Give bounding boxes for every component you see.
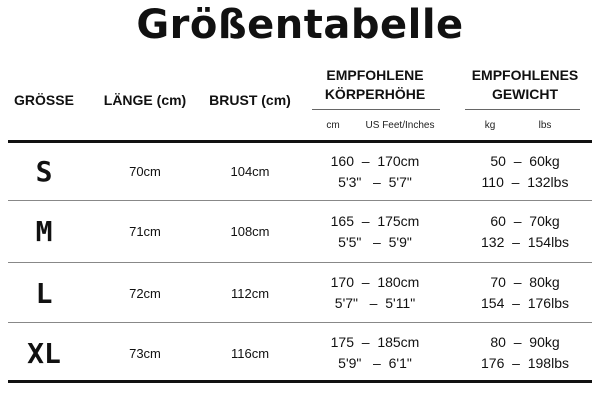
height-cm-range: 175 – 185cm — [330, 334, 420, 350]
row-divider — [8, 262, 592, 263]
height-ft-range: 5'3" – 5'7" — [338, 174, 412, 190]
size-label: L — [35, 277, 53, 310]
size-label: M — [35, 215, 53, 248]
height-ft-range: 5'9" – 6'1" — [338, 355, 412, 371]
height-cm-range: 165 – 175cm — [330, 213, 420, 229]
length-value: 72cm — [129, 286, 161, 301]
subheader-weight-kg: kg — [484, 120, 496, 131]
chest-value: 108cm — [230, 224, 270, 239]
subheader-height-cm: cm — [326, 120, 340, 131]
chest-value: 112cm — [230, 286, 270, 301]
header-length: LÄNGE (cm) — [103, 92, 187, 108]
subheader-weight-lbs: lbs — [538, 120, 552, 131]
weight-lbs-range: 110 – 132lbs — [481, 174, 569, 190]
length-value: 70cm — [129, 164, 161, 179]
weight-kg-range: 70 – 80kg — [490, 274, 560, 290]
subheader-height-ft: US Feet/Inches — [365, 120, 435, 131]
header-weight-line1: EMPFOHLENES — [471, 67, 579, 83]
height-cm-range: 170 – 180cm — [330, 274, 420, 290]
weight-kg-range: 80 – 90kg — [490, 334, 560, 350]
height-cm-range: 160 – 170cm — [330, 153, 420, 169]
header-weight-line2: GEWICHT — [491, 86, 559, 102]
header-size: GRÖSSE — [14, 92, 74, 108]
chest-value: 116cm — [230, 346, 270, 361]
table-bottom-border — [8, 380, 592, 383]
header-divider — [8, 140, 592, 143]
height-ft-range: 5'5" – 5'9" — [338, 234, 412, 250]
header-height-line2: KÖRPERHÖHE — [324, 86, 426, 102]
height-ft-range: 5'7" – 5'11" — [334, 295, 416, 311]
page-title: Größentabelle — [136, 2, 464, 48]
chest-value: 104cm — [230, 164, 270, 179]
weight-kg-range: 50 – 60kg — [490, 153, 560, 169]
header-height-underline — [312, 109, 440, 110]
length-value: 73cm — [129, 346, 161, 361]
header-height-line1: EMPFOHLENE — [326, 67, 424, 83]
size-label: S — [35, 155, 53, 188]
header-chest: BRUST (cm) — [209, 92, 291, 108]
header-weight-underline — [465, 109, 580, 110]
weight-lbs-range: 132 – 154lbs — [481, 234, 569, 250]
row-divider — [8, 200, 592, 201]
length-value: 71cm — [129, 224, 161, 239]
row-divider — [8, 322, 592, 323]
weight-kg-range: 60 – 70kg — [490, 213, 560, 229]
weight-lbs-range: 154 – 176lbs — [481, 295, 569, 311]
size-label: XL — [27, 337, 61, 370]
weight-lbs-range: 176 – 198lbs — [481, 355, 569, 371]
